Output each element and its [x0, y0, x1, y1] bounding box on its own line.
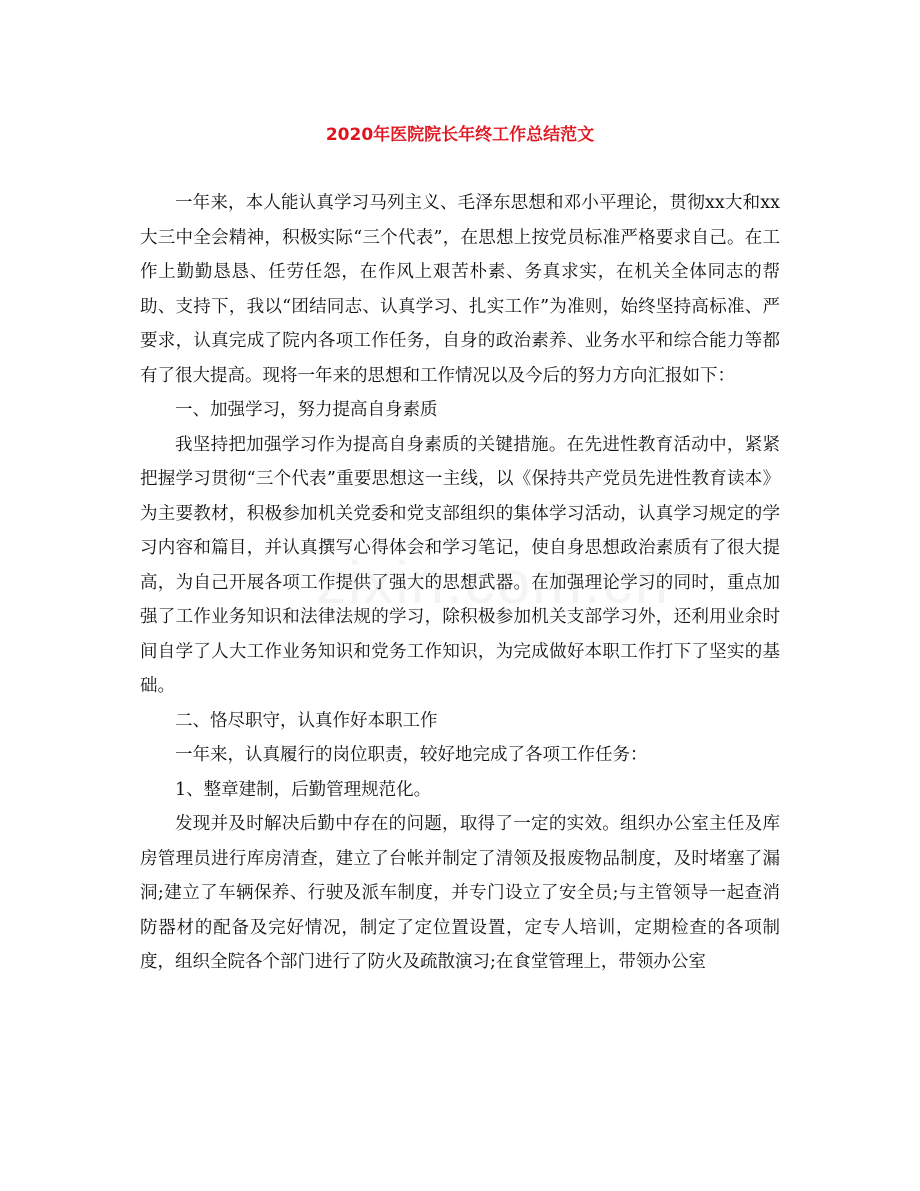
subsection-heading-1: 1、整章建制，后勤管理规范化。 [175, 779, 432, 800]
paragraph-intro: 一年来，本人能认真学习马列主义、毛泽东思想和邓小平理论，贯彻xx大和xx大三中全会精神，积极实际“三个代表”，在思想上按党员标准严格要求自己。在工作上勤勤恳恳、任劳任怨，在作风上艰苦朴素、务真求实，在机关全体同志的帮助、支持下，我以“团结同志、认真学习、扎实工作”为准则，始终坚持高标准、严要求，认真完成了院内各项工作任务，自身的政治素养、业务水平和综合能力等都有了很大提高。现将一年来的思想和工作情况以及今后的努力方向汇报如下： [140, 193, 780, 386]
paragraph-duties: 一年来，认真履行的岗位职责，较好地完成了各项工作任务： [175, 745, 648, 765]
paragraph-logistics: 发现并及时解决后勤中存在的问题，取得了一定的实效。组织办公室主任及库房管理员进行库房清查，建立了台帐并制定了清领及报废物品制度，及时堵塞了漏洞;建立了车辆保养、行驶及派车制度，并专门设立了安全员;与主管领导一起查消防器材的配备及完好情况，制定了定位置设置，定专人培训，定期检查的各项制度，组织全院各个部门进行了防火及疏散演习;在食堂管理上，带领办公室 [140, 814, 780, 972]
paragraph-study: 我坚持把加强学习作为提高自身素质的关键措施。在先进性教育活动中，紧紧把握学习贯彻“三个代表”重要思想这一主线，以《保持共产党员先进性教育读本》为主要教材，积极参加机关党委和党支部组织的集体学习活动，认真学习规定的学习内容和篇目，并认真撰写心得体会和学习笔记，使自身思想政治素质有了很大提高，为自己开展各项工作提供了强大的思想武器。在加强理论学习的同时，重点加强了工作业务知识和法律法规的学习，除积极参加机关支部学习外，还利用业余时间自学了人大工作业务知识和党务工作知识，为完成做好本职工作打下了坚实的基础。 [140, 434, 780, 696]
section-heading-2: 二、恪尽职守，认真作好本职工作 [175, 710, 438, 731]
document-body [140, 186, 780, 980]
document-title: 2020年医院院长年终工作总结范文 [325, 125, 595, 145]
section-heading-1: 一、加强学习，努力提高自身素质 [175, 400, 438, 420]
